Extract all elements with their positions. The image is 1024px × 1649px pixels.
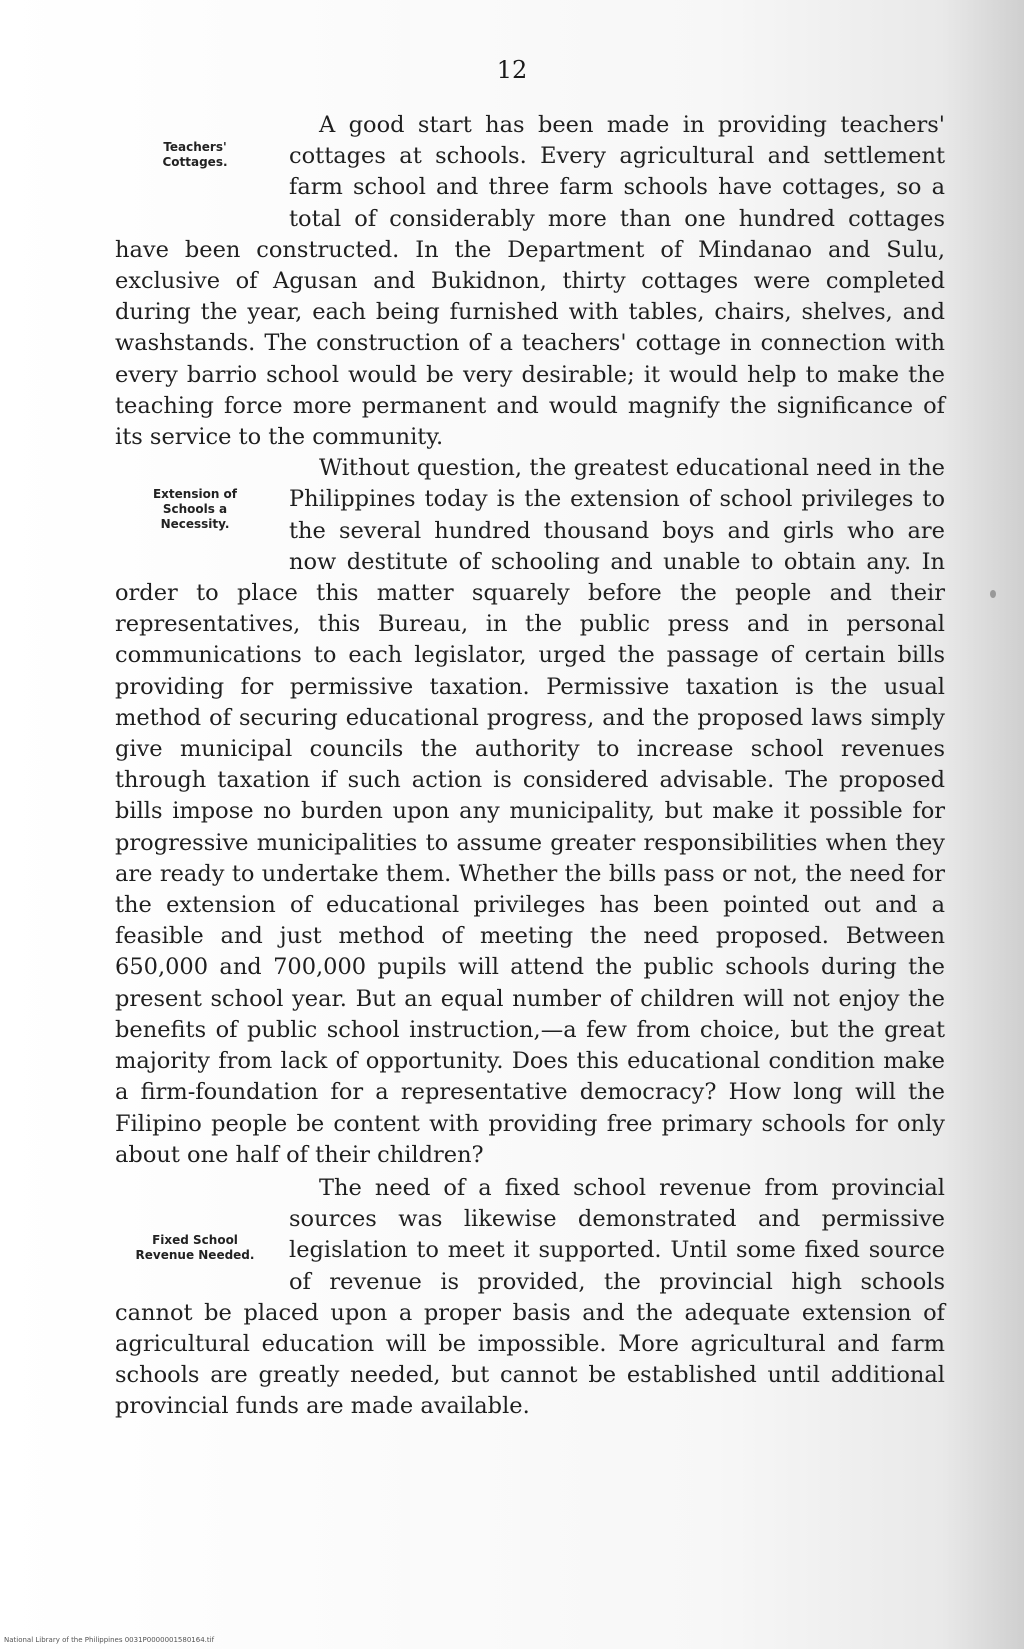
sidenote-fixed-school-revenue <box>115 1233 275 1263</box>
paragraph-text: A good start has been made in providing teachers' cottages at schools. Every agricultural and settlement farm school and three farm schools have cottages, so a total of considerably more than one hundred cottages have been constructed. In the Department of Mindanao and Sulu, exclusive of Agusan and Bukidnon, thirty cottages were completed during the year, each being furnished with tables, chairs, shelves, and washstands. The construction of a teachers' cottage in connection with every barrio school would be very desirable; it would help to make the teaching force more permanent and would magnify the significance of its service to the community. <box>115 112 945 451</box>
sidenote-line: Revenue Needed. <box>135 1247 255 1262</box>
body-text <box>115 110 945 1423</box>
scan-footer: National Library of the Philippines 0031P0000001580164.tif <box>4 1636 215 1644</box>
sidenote-line: Cottages. <box>162 155 228 169</box>
sidenote-line: Fixed School <box>152 1232 238 1247</box>
sidenote-line: Extension of <box>152 487 238 502</box>
sidenote-extension-of-schools <box>115 487 275 532</box>
page-number: 12 <box>496 56 528 84</box>
paragraph-teachers-cottages <box>115 110 945 453</box>
sidenote-line: Necessity. <box>160 517 230 532</box>
paragraph-fixed-school-revenue <box>115 1173 945 1423</box>
paragraph-extension-of-schools <box>115 453 945 1171</box>
scan-smudge <box>990 590 996 598</box>
paragraph-text: Without question, the greatest educational need in the Philippines today is the extension of school privileges to the several hundred thousand boys and girls who are now destitute of schooling and unable to obtain any. In order to place this matter squarely before the people and their representatives, this Bureau, in the public press and in personal communications to each legislator, urged the passage of certain bills providing for permissive taxation. Permissive taxation is the usual method of securing educational progress, and the proposed laws simply give municipal councils the authority to increase school revenues through taxation if such action is considered advisable. The proposed bills impose no burden upon any municipality, but make it possible for progressive municipalities to assume greater responsibilities when they are ready to undertake them. Whether the bills pass or not, the need for the extension of educational privileges has been pointed out and a feasible and just method of meeting the need proposed. Between 650,000 and 700,000 pupils will attend the public schools during the present school year. But an equal number of children will not enjoy the benefits of public school instruction,—a few from choice, but the great majority from lack of opportunity. Does this educational condition make a firm-foundation for a representative democracy? How long will the Filipino people be content with providing free primary schools for only about one half of their children? <box>115 455 945 1168</box>
sidenote-teachers-cottages <box>115 140 275 170</box>
sidenote-line: Teachers' <box>163 140 227 154</box>
paragraph-text: The need of a fixed school revenue from provincial sources was likewise demonstrated and permissive legislation to meet it supported. Until some fixed source of revenue is provided, the provincial high schools cannot be placed upon a proper basis and the adequate extension of agricultural education will be impossible. More agricultural and farm schools are greatly needed, but cannot be established until additional provincial funds are made available. <box>115 1174 945 1420</box>
sidenote-line: Schools a <box>162 502 228 517</box>
